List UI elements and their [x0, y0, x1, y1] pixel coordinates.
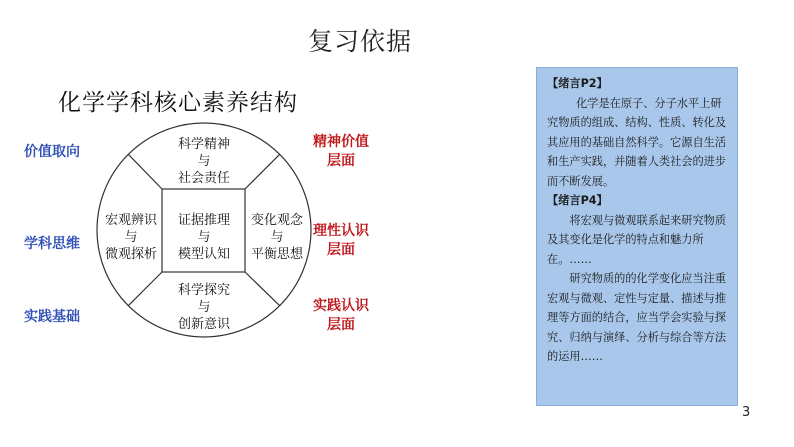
- diagram-title: 化学学科核心素养结构: [58, 90, 298, 116]
- sector-top: [149, 136, 259, 187]
- label-value-orientation: 价值取向: [24, 144, 80, 160]
- section1-heading: 【绪言P2】: [547, 77, 608, 90]
- sector-line: 创新意识: [177, 317, 230, 332]
- sector-line: 科学探究: [177, 283, 230, 298]
- sector-line: 与: [124, 230, 138, 245]
- sector-line: 社会责任: [177, 171, 230, 186]
- reference-text-panel: [536, 67, 738, 406]
- label-line: 层面: [327, 242, 355, 258]
- sector-line: 变化观念: [250, 213, 303, 228]
- sector-bottom: [149, 282, 259, 333]
- section2-body-1: 将宏观与微观联系起来研究物质及其变化是化学的特点和魅力所在。……: [547, 213, 727, 266]
- sector-line: 与: [197, 300, 211, 315]
- label-line: 精神价值: [313, 134, 369, 150]
- sector-line: 证据推理: [177, 213, 230, 228]
- sector-line: 平衡思想: [250, 247, 303, 262]
- slide-title: 复习依据: [307, 27, 412, 56]
- label-line: 理性认识: [313, 223, 369, 239]
- label-line: 实践认识: [313, 298, 369, 314]
- label-line: 层面: [327, 317, 355, 333]
- section2-heading: 【绪言P4】: [547, 194, 608, 207]
- sector-line: 与: [197, 154, 211, 169]
- sector-line: 宏观辨识: [104, 213, 157, 228]
- sector-line: 模型认知: [177, 247, 230, 262]
- label-subject-thinking: 学科思维: [24, 236, 80, 252]
- sector-right: [222, 212, 332, 263]
- page-number: 3: [742, 405, 751, 420]
- section2-body-2: 研究物质的的化学变化应当注重宏观与微观、定性与定量、描述与推理等方面的结合，应当学会实验与探究、归纳与演绎、分析与综合等方法的运用……: [547, 272, 727, 363]
- sector-line: 与: [197, 230, 211, 245]
- sector-line: 科学精神: [177, 137, 230, 152]
- label-practice-basis: 实践基础: [24, 309, 80, 325]
- section1-body: 化学是在原子、分子水平上研究物质的组成、结构、性质、转化及其应用的基础自然科学。它源自生活和生产实践，并随着人类社会的进步而不断发展。: [547, 96, 727, 188]
- sector-line: 微观探析: [104, 247, 157, 262]
- sector-line: 与: [270, 230, 284, 245]
- label-line: 层面: [327, 153, 355, 169]
